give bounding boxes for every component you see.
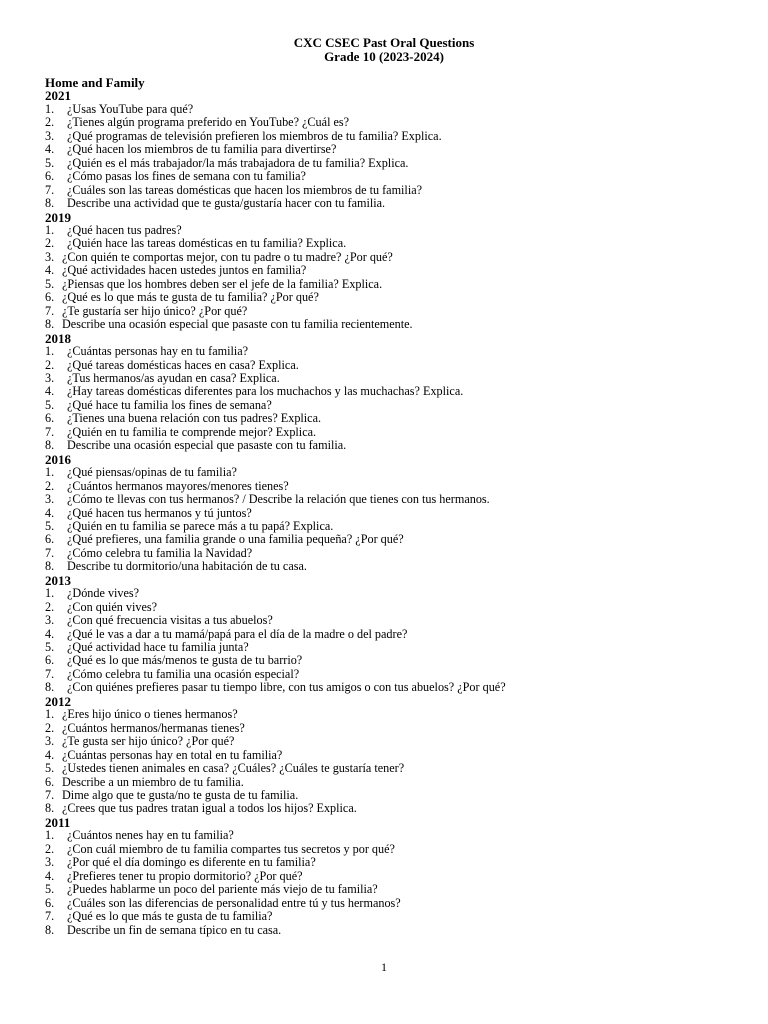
year-heading: 2013 [45,572,71,588]
question-number: 4. [45,384,55,399]
question-item [45,130,745,143]
question-number: 3. [45,492,55,507]
question-item [45,372,745,385]
question-item [45,278,745,291]
question-text: ¿Quién en tu familia se parece más a tu papá? Explica. [67,518,334,533]
question-text: ¿Qué piensas/opinas de tu familia? [67,465,237,480]
question-number: 8. [45,680,55,695]
question-text: ¿Puedes hablarme un poco del pariente más viejo de tu familia? [67,882,378,897]
question-number: 3. [45,370,55,385]
question-text: ¿Usas YouTube para qué? [67,101,194,116]
question-text: Describe una actividad que te gusta/gustaría hacer con tu familia. [67,196,386,211]
question-text: ¿Piensas que los hombres deben ser el jefe de la familia? Explica. [62,276,383,291]
question-number: 7. [45,909,55,924]
question-text: ¿Quién en tu familia te comprende mejor? Explica. [67,424,317,439]
question-item [45,587,745,600]
question-number: 4. [45,747,55,762]
question-text: ¿Qué prefieres, una familia grande o una familia pequeña? ¿Por qué? [67,532,404,547]
question-number: 8. [45,559,55,574]
question-number: 1. [45,586,55,601]
question-text: ¿Con qué frecuencia visitas a tus abuelos? [67,613,273,628]
question-item [45,318,745,331]
question-item [45,426,745,439]
question-number: 1. [45,828,55,843]
question-number: 5. [45,155,55,170]
question-item [45,681,745,694]
question-item [45,628,745,641]
question-number: 7. [45,424,55,439]
question-text: ¿Ustedes tienen animales en casa? ¿Cuáles? ¿Cuáles te gustaría tener? [62,761,405,776]
question-text: Describe un fin de semana típico en tu casa. [67,922,282,937]
question-text: ¿Quién es el más trabajador/la más trabajadora de tu familia? Explica. [67,155,409,170]
question-number: 2. [45,236,55,251]
document-subtitle: Grade 10 (2023-2024) [324,49,444,64]
question-number: 7. [45,303,55,318]
question-item [45,668,745,681]
title-block [0,36,768,64]
page-number: 1 [381,960,387,974]
question-item [45,533,745,546]
question-item [45,883,745,896]
question-item [45,507,745,520]
question-number: 2. [45,115,55,130]
question-number: 2. [45,357,55,372]
question-number: 5. [45,397,55,412]
question-text: ¿Prefieres tener tu propio dormitorio? ¿Por qué? [67,868,303,883]
question-text: ¿Con quiénes prefieres pasar tu tiempo libre, con tus amigos o con tus abuelos? ¿Por qué? [67,680,506,695]
question-text: ¿Qué actividades hacen ustedes juntos en familia? [62,263,307,278]
question-item [45,802,745,815]
question-number: 2. [45,478,55,493]
year-heading: 2016 [45,451,71,467]
question-number: 7. [45,666,55,681]
question-text: ¿Tienes algún programa preferido en YouTube? ¿Cuál es? [67,115,350,130]
question-item [45,641,745,654]
question-text: ¿Cuáles son las tareas domésticas que hacen los miembros de tu familia? [67,182,423,197]
question-item [45,103,745,116]
question-number: 6. [45,411,55,426]
question-item [45,224,745,237]
question-item [45,170,745,183]
question-number: 2. [45,720,55,735]
question-number: 3. [45,855,55,870]
question-text: ¿Qué hace tu familia los fines de semana? [67,397,272,412]
question-item [45,870,745,883]
question-number: 5. [45,761,55,776]
question-text: ¿Cómo celebra tu familia una ocasión especial? [67,666,300,681]
question-text: ¿Con quién vives? [67,599,158,614]
question-text: ¿Te gusta ser hijo único? ¿Por qué? [62,734,235,749]
question-number: 6. [45,653,55,668]
question-item [45,143,745,156]
question-item [45,897,745,910]
question-text: ¿Con quién te comportas mejor, con tu padre o tu madre? ¿Por qué? [62,249,393,264]
question-text: ¿Cuántas personas hay en tu familia? [67,344,249,359]
question-text: ¿Cuáles son las diferencias de personalidad entre tú y tus hermanos? [67,895,401,910]
question-number: 3. [45,734,55,749]
question-text: ¿Cuántos nenes hay en tu familia? [67,828,234,843]
question-number: 1. [45,344,55,359]
question-item [45,560,745,573]
question-text: Describe una ocasión especial que pasaste con tu familia. [67,438,347,453]
question-item [45,547,745,560]
question-text: ¿Con cuál miembro de tu familia compartes tus secretos y por qué? [67,841,395,856]
question-text: Dime algo que te gusta/no te gusta de tu familia. [62,788,299,803]
question-number: 1. [45,707,55,722]
question-item [45,924,745,937]
question-item [45,776,745,789]
question-number: 6. [45,774,55,789]
question-text: Describe tu dormitorio/una habitación de tu casa. [67,559,307,574]
question-number: 7. [45,182,55,197]
question-item [45,237,745,250]
question-text: ¿Tus hermanos/as ayudan en casa? Explica. [67,370,280,385]
question-text: ¿Qué hacen tus padres? [67,222,182,237]
question-item [45,735,745,748]
question-item [45,345,745,358]
question-text: ¿Quién hace las tareas domésticas en tu familia? Explica. [67,236,347,251]
question-number: 4. [45,142,55,157]
question-text: ¿Cuántas personas hay en total en tu familia? [62,747,283,762]
question-item [45,466,745,479]
question-number: 5. [45,640,55,655]
question-number: 8. [45,438,55,453]
question-item [45,385,745,398]
year-heading: 2021 [45,88,71,104]
question-text: ¿Qué es lo que más te gusta de tu familia? ¿Por qué? [62,290,319,305]
question-item [45,116,745,129]
question-item [45,439,745,452]
question-text: ¿Crees que tus padres tratan igual a todos los hijos? Explica. [62,801,357,816]
question-item [45,654,745,667]
question-text: ¿Cómo celebra tu familia la Navidad? [67,545,253,560]
question-item [45,749,745,762]
question-text: ¿Por qué el día domingo es diferente en tu familia? [67,855,316,870]
question-item [45,843,745,856]
question-text: ¿Cómo te llevas con tus hermanos? / Describe la relación que tienes con tus hermanos. [67,492,490,507]
question-number: 1. [45,222,55,237]
question-number: 7. [45,788,55,803]
question-text: ¿Cuántos hermanos/hermanas tienes? [62,720,245,735]
year-heading: 2011 [45,814,71,830]
question-item [45,412,745,425]
question-text: ¿Eres hijo único o tienes hermanos? [62,707,238,722]
question-number: 8. [45,801,55,816]
question-text: ¿Qué le vas a dar a tu mamá/papá para el día de la madre o del padre? [67,626,408,641]
question-number: 5. [45,276,55,291]
question-number: 1. [45,101,55,116]
year-heading: 2018 [45,330,71,346]
question-number: 7. [45,545,55,560]
question-number: 3. [45,128,55,143]
question-number: 8. [45,922,55,937]
question-text: ¿Cuántos hermanos mayores/menores tienes? [67,478,289,493]
question-number: 5. [45,518,55,533]
question-text: ¿Qué hacen tus hermanos y tú juntos? [67,505,252,520]
question-text: Describe una ocasión especial que pasaste con tu familia recientemente. [62,317,413,332]
question-item [45,264,745,277]
question-item [45,251,745,264]
question-number: 6. [45,895,55,910]
question-item [45,399,745,412]
question-item [45,359,745,372]
question-item [45,157,745,170]
question-text: ¿Qué es lo que más/menos te gusta de tu barrio? [67,653,303,668]
question-item [45,493,745,506]
question-item [45,480,745,493]
question-text: ¿Qué programas de televisión prefieren los miembros de tu familia? Explica. [67,128,442,143]
question-text: ¿Hay tareas domésticas diferentes para los muchachos y las muchachas? Explica. [67,384,464,399]
question-number: 3. [45,613,55,628]
document-content [45,76,745,937]
question-item [45,291,745,304]
question-number: 6. [45,532,55,547]
question-number: 4. [45,505,55,520]
question-text: ¿Cómo pasas los fines de semana con tu familia? [67,169,306,184]
year-heading: 2012 [45,693,71,709]
question-text: ¿Qué tareas domésticas haces en casa? Explica. [67,357,299,372]
question-item [45,722,745,735]
question-text: ¿Tienes una buena relación con tus padres? Explica. [67,411,322,426]
question-item [45,829,745,842]
question-text: ¿Te gustaría ser hijo único? ¿Por qué? [62,303,248,318]
question-number: 4. [45,263,55,278]
question-item [45,614,745,627]
question-item [45,520,745,533]
question-text: ¿Qué es lo que más te gusta de tu familia? [67,909,273,924]
question-number: 3. [45,249,55,264]
question-number: 2. [45,599,55,614]
question-item [45,762,745,775]
document-title: CXC CSEC Past Oral Questions [293,35,475,50]
question-text: ¿Dónde vives? [67,586,140,601]
question-text: Describe a un miembro de tu familia. [62,774,244,789]
year-heading: 2019 [45,209,71,225]
question-number: 5. [45,882,55,897]
question-item [45,601,745,614]
question-number: 2. [45,841,55,856]
question-item [45,789,745,802]
question-item [45,856,745,869]
question-number: 1. [45,465,55,480]
question-number: 6. [45,169,55,184]
question-number: 8. [45,317,55,332]
question-item [45,708,745,721]
question-item [45,910,745,923]
question-item [45,197,745,210]
question-item [45,184,745,197]
question-item [45,305,745,318]
question-number: 8. [45,196,55,211]
question-number: 6. [45,290,55,305]
question-number: 4. [45,868,55,883]
question-text: ¿Qué hacen los miembros de tu familia para divertirse? [67,142,337,157]
question-number: 4. [45,626,55,641]
section-heading: Home and Family [45,75,145,90]
question-text: ¿Qué actividad hace tu familia junta? [67,640,249,655]
